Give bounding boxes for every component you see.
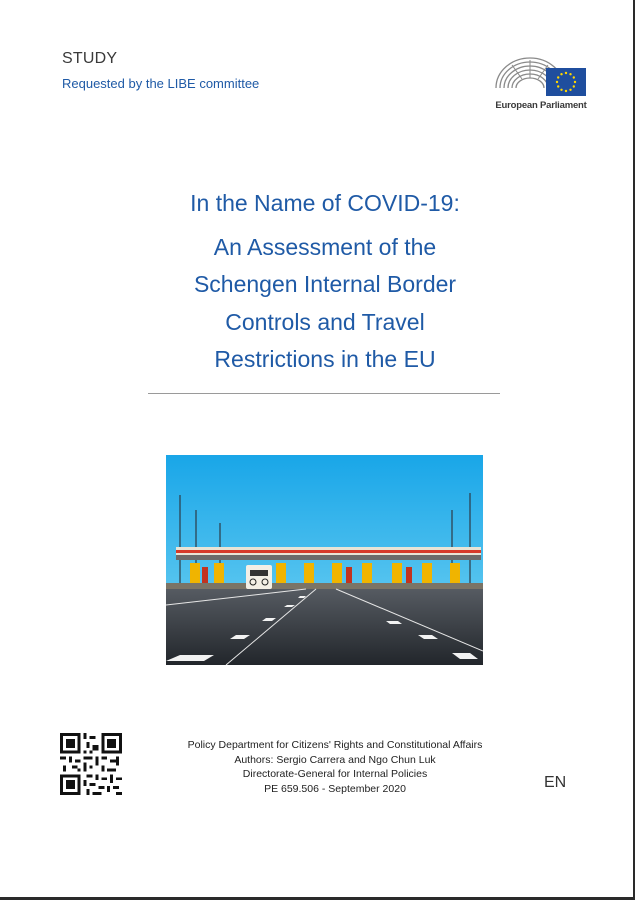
publication-reference: PE 659.506 - September 2020 xyxy=(264,782,406,795)
title-divider xyxy=(148,393,500,394)
directorate: Directorate-General for Internal Policies xyxy=(242,768,428,780)
document-type: STUDY xyxy=(62,50,118,67)
authors: Authors: Sergio Carrera and Ngo Chun Luk xyxy=(234,753,436,766)
requesting-committee: Requested by the LIBE committee xyxy=(62,76,260,91)
title-line: Schengen Internal Border xyxy=(193,271,457,297)
logo-label: European Parliament xyxy=(495,100,587,111)
european-parliament-logo xyxy=(490,48,592,114)
policy-department: Policy Department for Citizens' Rights and Constitutional Affairs xyxy=(187,739,483,751)
parliament-hemicycle-icon xyxy=(490,48,592,100)
cover-photo-border-toll-station xyxy=(166,455,483,665)
language-code: EN xyxy=(544,774,567,791)
title-line: In the Name of COVID-19: xyxy=(190,190,460,216)
document-title xyxy=(120,185,530,379)
qr-code xyxy=(60,733,122,795)
title-line: Controls and Travel xyxy=(225,308,425,335)
title-line: An Assessment of the xyxy=(213,233,437,260)
title-line: Restrictions in the EU xyxy=(214,346,436,372)
publication-info xyxy=(150,738,520,796)
